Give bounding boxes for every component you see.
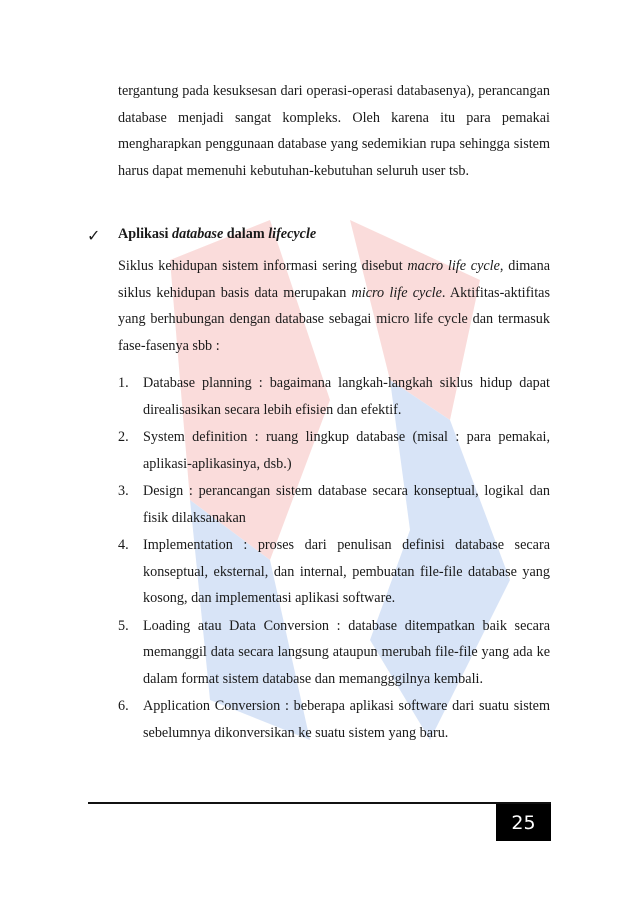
step-text: System definition : ruang lingkup database (misal : para pemakai, aplikasi-aplikasinya, dsb.) [143, 429, 550, 472]
heading-text-1: Aplikasi [118, 226, 173, 242]
heading-text-3: dalam [223, 226, 269, 242]
step-number: 3. [118, 483, 129, 499]
step-number: 6. [118, 698, 129, 714]
list-item [118, 478, 550, 531]
list-item [118, 370, 550, 423]
list-item [118, 613, 550, 693]
footer-divider [88, 802, 551, 804]
heading-text-2: database [172, 226, 224, 242]
step-number: 5. [118, 617, 129, 634]
heading-text-4: lifecycle [268, 226, 317, 242]
list-item [118, 532, 550, 612]
step-number: 1. [118, 375, 129, 391]
list-item [118, 424, 550, 477]
section-body-4: micro life cycle [351, 284, 442, 301]
step-text: Loading atau Data Conversion : database ditempatkan baik secara memanggil data secara langsung ataupun merubah file-file yang ada ke dalam format sistem database dan memangggilnya kembali. [143, 617, 550, 687]
step-text: Design : perancangan sistem database secara konseptual, logikal dan fisik dilaksanakan [143, 483, 550, 526]
intro-paragraph: tergantung pada kesuksesan dari operasi-operasi databasenya), perancangan database menjadi sangat kompleks. Oleh karena itu para pemakai mengharapkan penggunaan database yang sedemikian rupa sehingga sistem harus dapat memenuhi kebutuhan-kebutuhan seluruh user tsb. [118, 83, 550, 179]
checkmark-icon: ✓ [87, 228, 101, 245]
section-heading [118, 226, 316, 243]
list-item [118, 693, 550, 746]
step-number: 2. [118, 429, 129, 445]
section-body-2: macro life cycle [407, 258, 500, 274]
lifecycle-steps-list [118, 370, 550, 747]
step-text: Implementation : proses dari penulisan definisi database secara konseptual, eksternal, dan internal, pembuatan file-file database yang kosong, dan implementasi aplikasi software. [143, 537, 550, 606]
step-number: 4. [118, 537, 129, 553]
section-body-3: , dimana siklus kehidupan basis data merupakan [118, 258, 550, 301]
step-text: Database planning : bagaimana langkah-langkah siklus hidup dapat direalisasikan secara lebih efisien dan efektif. [143, 375, 550, 418]
section-body-5: . Aktifitas-aktifitas yang berhubungan dengan database sebagai micro life cycle dan termasuk fase-fasenya sbb : [118, 284, 551, 354]
section-body-1: Siklus kehidupan sistem informasi sering disebut [118, 258, 408, 274]
section-paragraph [118, 253, 550, 359]
page-number: 25 [496, 804, 551, 841]
step-text: Application Conversion : beberapa aplikasi software dari suatu sistem sebelumnya dikonversikan ke suatu sistem yang baru. [143, 698, 550, 741]
